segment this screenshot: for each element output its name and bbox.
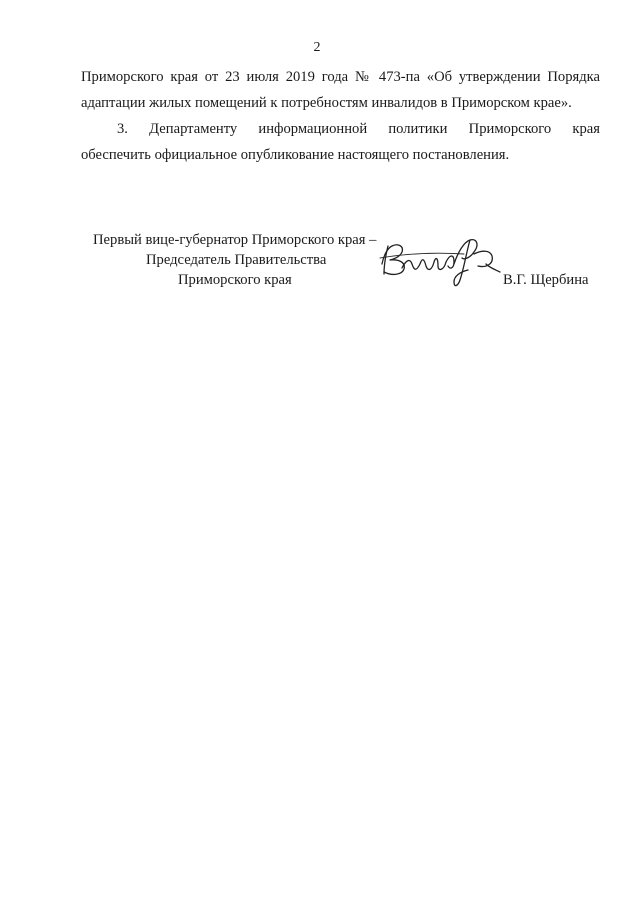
signature-block [0,224,634,294]
paragraph-line: Приморского края от 23 июля 2019 года № 473-па «Об утверждении Порядка [81,69,600,85]
signer-title-line: Первый вице-губернатор Приморского края – [93,232,377,248]
paragraph-continuation [81,64,600,116]
paragraph-line: 3. Департаменту информационной политики Приморского края [117,121,600,137]
signer-title-line: Председатель Правительства [146,252,327,268]
paragraph-line: обеспечить официальное опубликование настоящего постановления. [81,147,510,163]
paragraph-line: адаптации жилых помещений к потребностям инвалидов в Приморском крае». [81,95,572,111]
page-number: 2 [313,40,321,55]
signer-name: В.Г. Щербина [503,272,589,288]
signer-title-line: Приморского края [178,272,292,288]
paragraph-item-3 [81,116,600,168]
handwritten-signature [374,224,504,294]
